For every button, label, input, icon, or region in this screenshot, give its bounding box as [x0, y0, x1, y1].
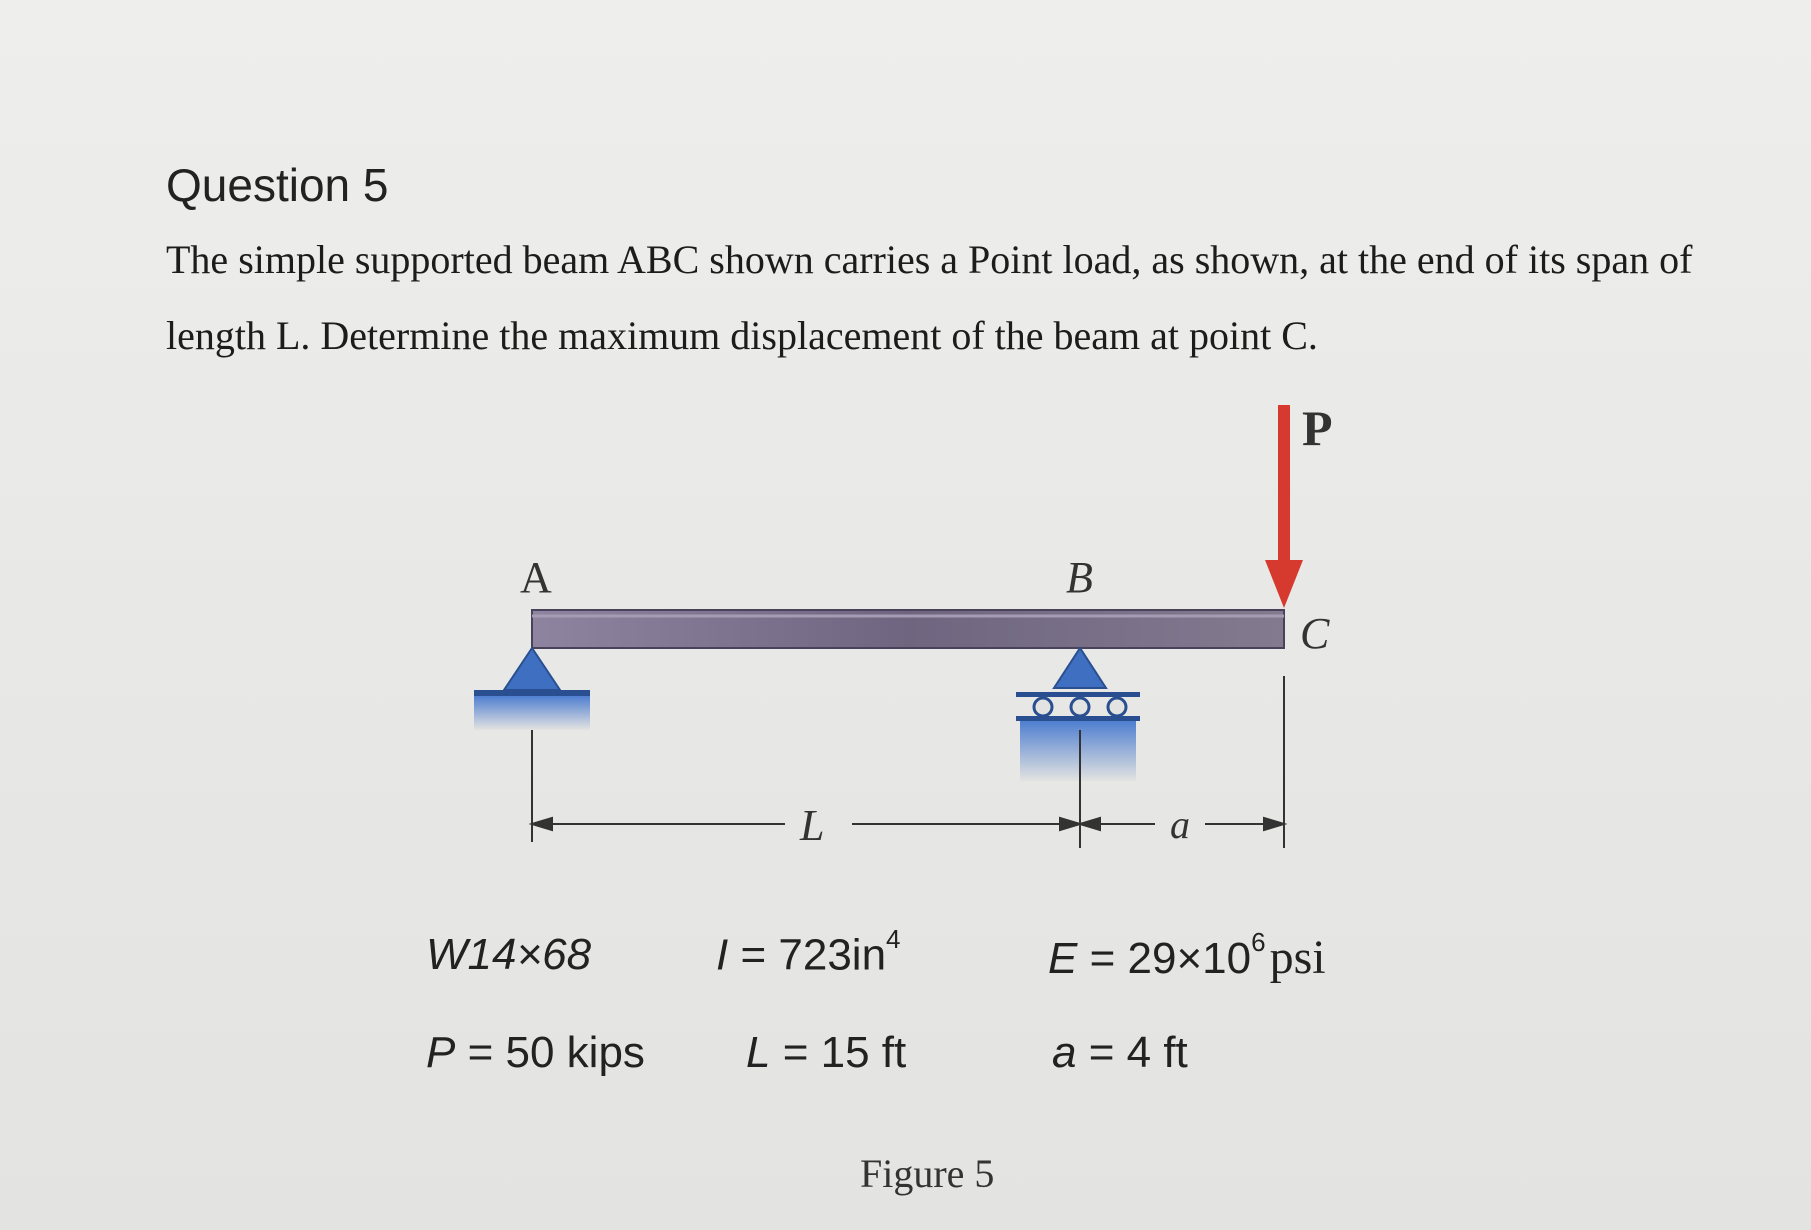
section-value: W14×68: [426, 930, 592, 979]
load-value: [426, 1028, 645, 1078]
load-label: P: [1302, 400, 1333, 456]
p-symbol: P: [426, 1028, 456, 1077]
elastic-modulus: [1048, 927, 1326, 985]
point-c-label: C: [1300, 609, 1330, 658]
e-exponent: 6: [1251, 927, 1266, 958]
moment-of-inertia: [716, 924, 901, 981]
e-unit: psi: [1269, 931, 1326, 984]
section-designation: [426, 930, 591, 980]
roller-support-b: [1016, 648, 1140, 781]
i-value: = 723in: [728, 930, 887, 980]
point-b-label: B: [1066, 553, 1093, 602]
figure-caption: Figure 5: [860, 1151, 995, 1196]
l-symbol: L: [746, 1028, 771, 1077]
question-title: Question 5: [166, 159, 389, 211]
p-value: = 50 kips: [455, 1028, 645, 1077]
i-symbol: I: [716, 930, 729, 980]
l-value: = 15 ft: [770, 1028, 907, 1077]
dimension-l-label: L: [800, 801, 825, 850]
question-text: The simple supported beam ABC shown carries a Point load, as shown, at the end of its span of length L. Determine the maximum displacement of the beam at point C.: [166, 237, 1693, 358]
a-symbol: a: [1052, 1028, 1077, 1077]
dimension-a-label: a: [1170, 802, 1190, 847]
length-value: [746, 1028, 906, 1078]
a-value: = 4 ft: [1076, 1028, 1188, 1077]
e-symbol: E: [1048, 934, 1078, 983]
point-a-label: A: [520, 553, 552, 602]
overhang-value: [1052, 1028, 1188, 1078]
load-arrow: [1265, 405, 1303, 608]
pin-support-a: [474, 648, 590, 730]
i-exponent: 4: [886, 924, 901, 954]
e-value: = 29×10: [1077, 934, 1252, 983]
